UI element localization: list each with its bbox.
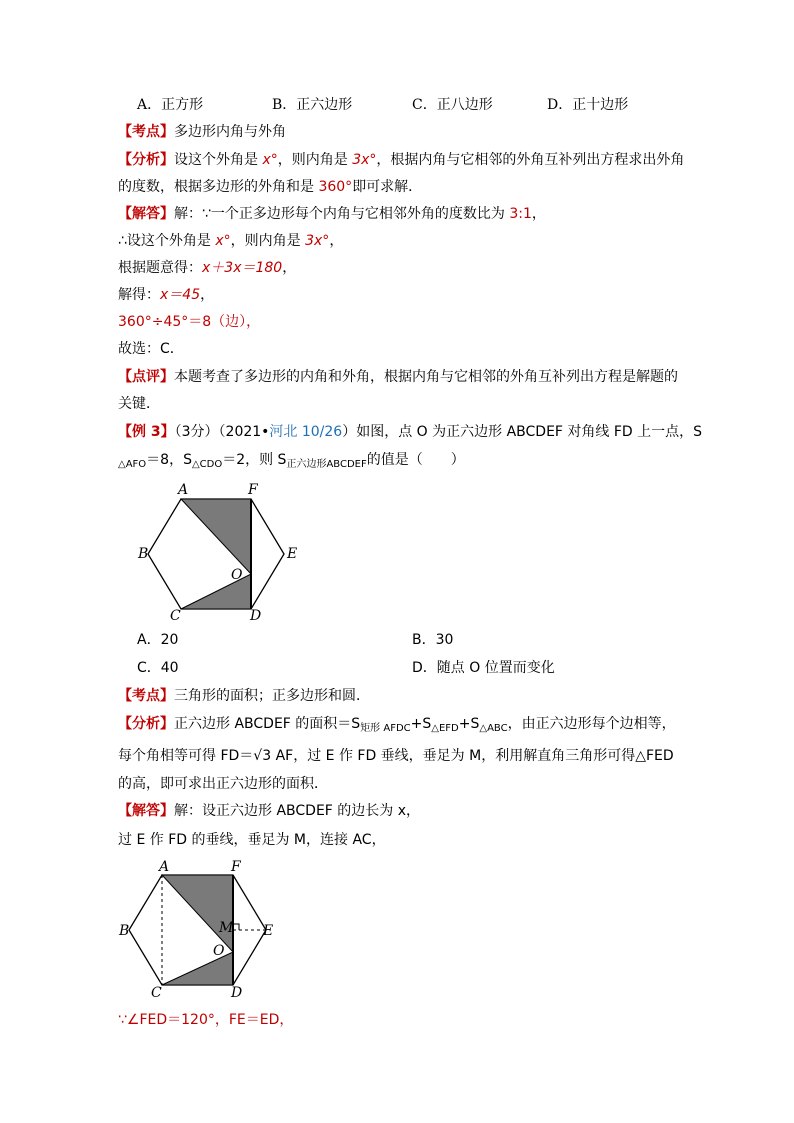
option-c: C．正八边形: [412, 97, 493, 113]
ex3-fenxi-2: 每个角相等可得 FD＝√3 AF，过 E 作 FD 垂线，垂足为 M，利用解直角三角形可得△FED: [118, 748, 674, 764]
option-b: B．正六边形: [272, 97, 353, 113]
jieda-line-6: 故选：C．: [118, 341, 184, 357]
ex3-option-b: B．30: [412, 632, 454, 648]
jieda-line-3: 根据题意得：x＋3x＝180，: [118, 260, 297, 276]
label-c: C: [151, 985, 162, 1001]
hexagon-figure-1: [130, 478, 305, 623]
ex3-line-1: 【例 3】（3分）（2021•河北 10/26）如图，点 O 为正六边形 ABCDEF 对角线 FD 上一点，S: [118, 424, 703, 440]
option-d: D．正十边形: [547, 97, 629, 113]
shaded-triangle-afo: [181, 499, 251, 574]
ex3-option-c: C．40: [137, 660, 179, 676]
label-o: O: [213, 943, 225, 959]
label-b: B: [119, 923, 130, 939]
label-a: A: [178, 482, 189, 498]
label-d: D: [231, 985, 243, 1001]
label-o: O: [231, 567, 243, 583]
ex3-jieda-2: 过 E 作 FD 的垂线，垂足为 M，连接 AC，: [118, 832, 386, 848]
option-a: A．正方形: [137, 97, 204, 113]
kaodian-line: 【考点】多边形内角与外角: [118, 124, 286, 140]
fenxi-line-2: 的度数，根据多边形的外角和是 360°即可求解．: [118, 179, 423, 195]
label-c: C: [170, 608, 181, 623]
label-f: F: [248, 482, 258, 498]
label-m: M: [219, 920, 234, 936]
ex3-line-2: $_{\triangle AFO}$＝8，$S_{\triangle CDO}=2$，则 $S_{正六边形ABCDEF}$的值是（ ）: [118, 452, 465, 470]
jieda-line-2: ∴设这个外角是 x°，则内角是 3x°，: [118, 233, 344, 249]
fenxi-line-1: 【分析】设这个外角是 x°，则内角是 3x°，根据内角与它相邻的外角互补列出方程求出外角: [118, 152, 685, 168]
dianping-line-2: 关键．: [118, 396, 160, 412]
label-e: E: [263, 923, 274, 939]
ex3-jieda-1: 【解答】解：设正六边形 ABCDEF 的边长为 x，: [118, 803, 421, 819]
ex3-jieda-3: ∵∠FED＝120°，FE＝ED，: [118, 1012, 294, 1028]
dianping-line-1: 【点评】本题考查了多边形的内角和外角，根据内角与它相邻的外角互补列出方程是解题的: [118, 369, 678, 385]
label-e: E: [287, 546, 298, 562]
hexagon-figure-2: [115, 855, 290, 1005]
ex3-option-d: D．随点 O 位置而变化: [412, 660, 555, 676]
ex3-option-a: A．20: [137, 632, 179, 648]
ex3-fenxi-3: 的高，即可求出正六边形的面积．: [118, 776, 328, 792]
label-a: A: [159, 859, 170, 875]
shaded-triangle-afo: [162, 875, 233, 952]
jieda-line-4: 解得：x＝45，: [118, 287, 215, 303]
label-d: D: [250, 608, 262, 623]
ex3-fenxi-1: 【分析】正六边形 ABCDEF 的面积$=S_{矩形 AFDC}+S_{\triangle EFD}+S_{\triangle ABC}$，由正六边形每个边相等，: [118, 716, 676, 734]
jieda-line-1: 【解答】解：∵一个正多边形每个内角与它相邻外角的度数比为 3:1，: [118, 206, 546, 222]
ex3-kaodian: 【考点】三角形的面积；正多边形和圆．: [118, 688, 370, 704]
label-b: B: [138, 546, 149, 562]
jieda-line-5: 360°÷45°＝8（边），: [118, 314, 261, 330]
label-f: F: [231, 859, 241, 875]
